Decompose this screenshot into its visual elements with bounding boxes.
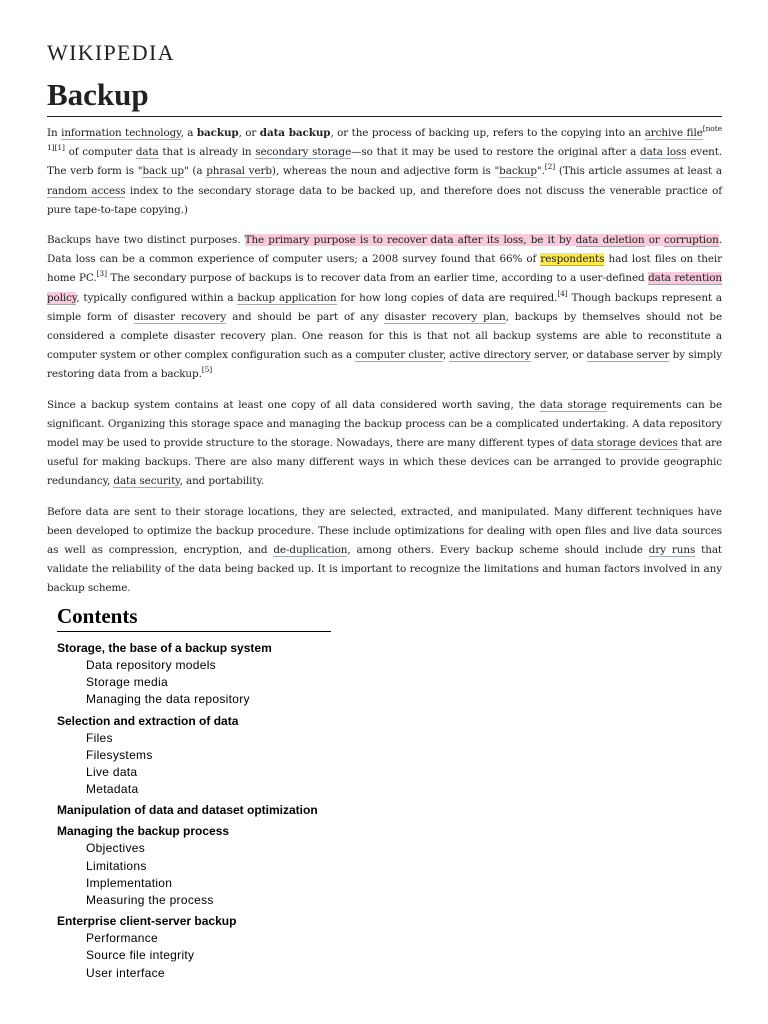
highlight-primary-purpose xyxy=(245,234,719,246)
link-active-directory[interactable]: active directory xyxy=(449,349,531,362)
toc-section[interactable]: Selection and extraction of data xyxy=(57,713,239,728)
article-body xyxy=(47,124,722,610)
link-data-deletion[interactable]: data deletion xyxy=(575,234,645,247)
toc-subsection[interactable]: Storage media xyxy=(86,675,168,690)
text: —so that it may be used to restore the original after a xyxy=(351,146,641,159)
text: , or xyxy=(238,127,260,139)
citation-5[interactable]: [5] xyxy=(201,365,213,375)
text: , xyxy=(442,349,450,362)
toc-subsection[interactable]: User interface xyxy=(86,965,165,980)
text: for how long copies of data are required. xyxy=(336,291,558,304)
toc-section[interactable]: Storage, the base of a backup system xyxy=(57,641,272,655)
text: . Data loss can be a common experience of computer users; a 2008 survey found that 66% of xyxy=(47,234,722,266)
text: (This article assumes at least a xyxy=(555,165,722,178)
text: index to the secondary storage data to be backed up, and therefore does not discuss the venerable practice of pure tape-to-tape copying.) xyxy=(47,184,722,216)
text: that is already in xyxy=(158,146,256,159)
paragraph-purposes xyxy=(47,231,722,385)
citation-4[interactable]: [4] xyxy=(557,288,568,298)
text: In xyxy=(47,127,62,139)
link-data-retention-policy[interactable]: data retention policy xyxy=(47,272,723,304)
link-data-loss[interactable]: data loss xyxy=(640,146,687,159)
toc-subsection[interactable]: Measuring the process xyxy=(86,893,214,908)
link-respondents[interactable]: respondents xyxy=(540,253,605,266)
toc-subsection[interactable]: Source file integrity xyxy=(86,948,195,963)
table-of-contents xyxy=(57,602,331,982)
toc-subsection[interactable]: Files xyxy=(86,730,113,745)
toc-subsection[interactable]: Objectives xyxy=(86,841,146,856)
link-data-security[interactable]: data security xyxy=(113,475,180,488)
text: requirements can be significant. Organizing this storage space and managing the backup process can be a complicated undertaking. A data repository model may be used to provide structure to the storage. Nowadays, there are many different types of xyxy=(47,398,722,450)
link-archive-file[interactable]: archive file xyxy=(644,127,703,139)
link-secondary-storage[interactable]: secondary storage xyxy=(255,146,352,159)
link-back-up[interactable]: back up xyxy=(142,165,184,178)
text: The secondary purpose of backups is to recover data from an earlier time, according to a user-defined xyxy=(106,272,649,285)
link-dry-runs[interactable]: dry runs xyxy=(648,544,696,557)
toc-subsection[interactable]: Limitations xyxy=(86,858,147,873)
paragraph-techniques xyxy=(47,503,722,599)
toc-section[interactable]: Manipulation of data and dataset optimization xyxy=(57,803,318,818)
text: Before data are sent to their storage locations, they are selected, extracted, and manipulated. Many different techniques have been developed to optimize the backup procedure. These include optimizations for dealing with open files and live data sources as well as compression, encryption, and xyxy=(47,505,722,557)
citation-note-1[interactable]: [note 1][1] xyxy=(47,124,722,153)
paragraph-intro xyxy=(47,124,722,220)
text: , among others. Every backup scheme should include xyxy=(347,544,649,557)
link-data[interactable]: data xyxy=(135,146,159,159)
text: The primary purpose is to recover data after its loss, be it by xyxy=(244,234,576,247)
link-corruption[interactable]: corruption xyxy=(663,234,719,247)
toc-subsection[interactable]: Filesystems xyxy=(86,747,153,762)
text: that validate the reliability of the data being backed up. It is important to recognize the limitations and human factors involved in any backup scheme. xyxy=(47,544,722,595)
citation-3[interactable]: [3] xyxy=(96,269,107,279)
link-de-duplication[interactable]: de-duplication xyxy=(273,544,348,557)
toc-subsection[interactable]: Performance xyxy=(86,931,158,946)
link-data-storage-devices[interactable]: data storage devices xyxy=(570,437,678,450)
text: " (a xyxy=(183,165,207,178)
bold-term-backup: backup xyxy=(196,127,239,139)
text: ". xyxy=(536,165,545,178)
text: , backups by themselves should not be considered a complete disaster recovery plan. One reason for this is that not all backup systems are able to reconstitute a computer system or other complex configuration such as a xyxy=(47,310,722,362)
bold-term-data-backup: data backup xyxy=(259,127,331,139)
text: of computer xyxy=(64,146,136,159)
text: ), whereas the noun and adjective form is " xyxy=(271,165,500,178)
toc-section[interactable]: Enterprise client-server backup xyxy=(57,914,237,929)
link-disaster-recovery[interactable]: disaster recovery xyxy=(133,310,227,323)
text: Backups have two distinct purposes. xyxy=(47,234,245,247)
link-data-storage[interactable]: data storage xyxy=(540,398,607,411)
text: event. The verb form is " xyxy=(47,146,722,178)
citation-2[interactable]: [2] xyxy=(544,162,556,172)
toc-subsection[interactable]: Metadata xyxy=(86,782,139,797)
toc-title: Contents xyxy=(57,602,331,632)
text: by simply restoring data from a backup. xyxy=(47,349,722,381)
text: server, or xyxy=(530,349,587,362)
link-database-server[interactable]: database server xyxy=(586,349,670,362)
link-information-technology[interactable]: information technology xyxy=(61,127,181,139)
paragraph-storage xyxy=(47,396,722,492)
toc-subsection[interactable]: Live data xyxy=(86,765,138,780)
text: and should be part of any xyxy=(226,310,385,323)
toc-section[interactable]: Managing the backup process xyxy=(57,824,230,839)
link-computer-cluster[interactable]: computer cluster xyxy=(355,349,443,362)
text: , and portability. xyxy=(179,475,265,488)
page-title: Backup xyxy=(47,76,722,117)
text: Though backups represent a simple form of xyxy=(47,291,722,323)
text: had lost files on their home PC. xyxy=(47,253,723,285)
link-random-access[interactable]: random access xyxy=(47,184,126,197)
link-phrasal-verb[interactable]: phrasal verb xyxy=(206,165,272,178)
text: or xyxy=(644,234,664,247)
toc-subsection[interactable]: Managing the data repository xyxy=(86,692,250,707)
link-backup[interactable]: backup xyxy=(499,165,537,178)
text: that are useful for making backups. There are also many different ways in which these devices can be arranged to provide geographic redundancy, xyxy=(47,437,722,488)
text: , or the process of backing up, refers to the copying into an xyxy=(330,127,645,139)
text: , a xyxy=(180,127,197,139)
text: , typically configured within a xyxy=(76,291,238,304)
link-backup-application[interactable]: backup application xyxy=(237,291,337,304)
wikipedia-logo[interactable]: WIKIPEDIA xyxy=(47,40,175,65)
text: Since a backup system contains at least one copy of all data considered worth saving, the xyxy=(47,398,541,411)
toc-subsection[interactable]: Implementation xyxy=(86,875,173,890)
link-disaster-recovery-plan[interactable]: disaster recovery plan xyxy=(384,310,506,323)
toc-subsection[interactable]: Data repository models xyxy=(86,658,216,672)
